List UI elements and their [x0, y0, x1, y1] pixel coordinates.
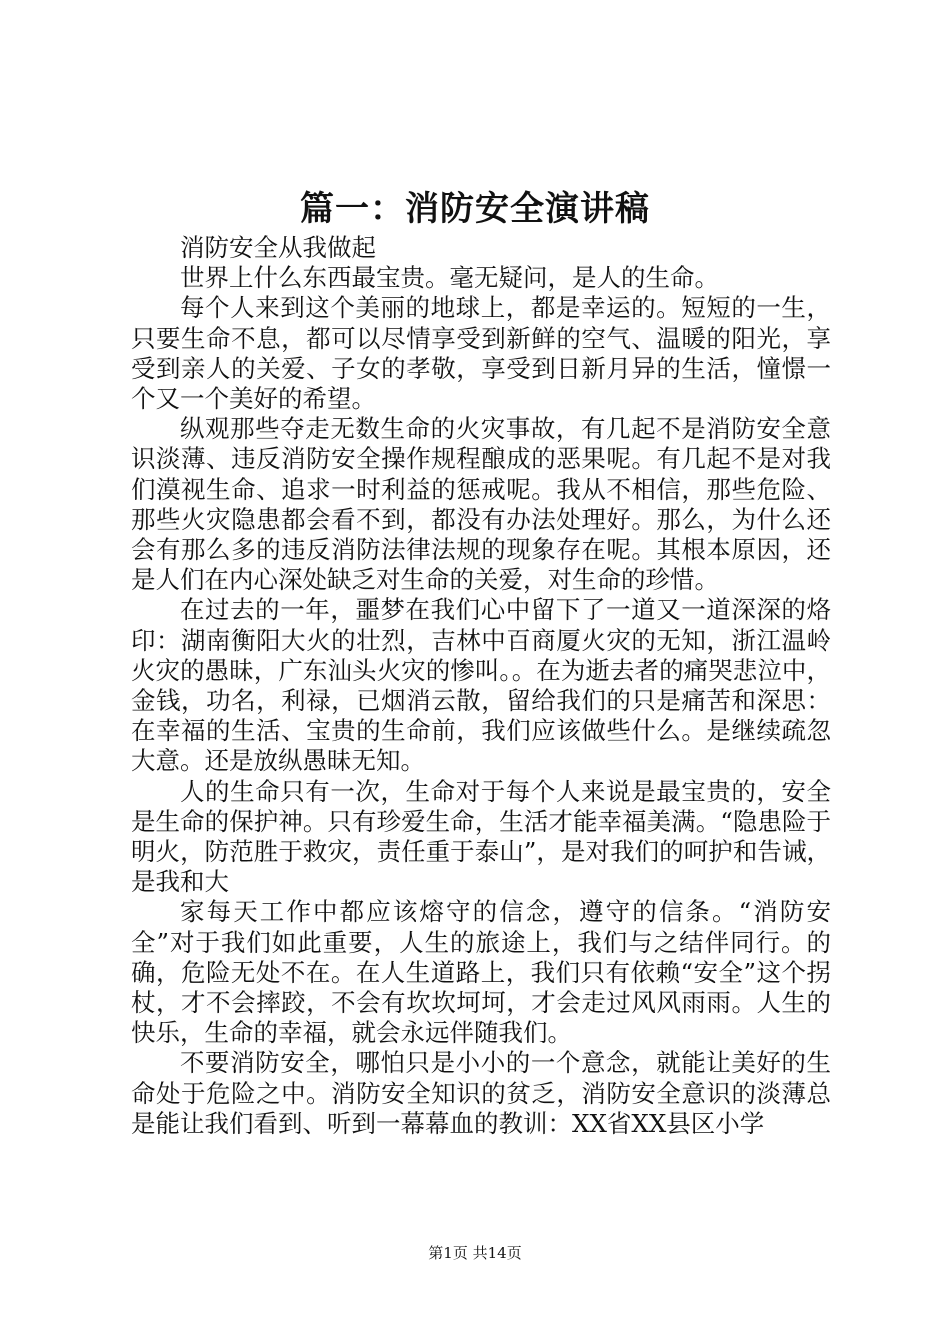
- page-number-footer: 第1页 共14页: [428, 1244, 522, 1262]
- paragraph: 每个人来到这个美丽的地球上，都是幸运的。短短的一生，只要生命不息，都可以尽情享受到新鲜的空气、温暖的阳光，享受到亲人的关爱、子女的孝敬，享受到日新月异的生活，憧憬一个又一个美好的希望。: [131, 293, 831, 414]
- paragraph: 不要消防安全，哪怕只是小小的一个意念，就能让美好的生命处于危险之中。消防安全知识的贫乏，消防安全意识的淡薄总是能让我们看到、听到一幕幕血的教训：XX省XX县区小学: [131, 1048, 831, 1138]
- paragraph: 纵观那些夺走无数生命的火灾事故，有几起不是消防安全意识淡薄、违反消防安全操作规程酿成的恶果呢。有几起不是对我们漠视生命、追求一时利益的惩戒呢。我从不相信，那些危险、那些火灾隐患都会看不到，都没有办法处理好。那么，为什么还会有那么多的违反消防法律法规的现象存在呢。其根本原因，还是人们在内心深处缺乏对生命的关爱，对生命的珍惜。: [131, 414, 831, 595]
- document-body: [131, 233, 831, 1139]
- document-title: 篇一：消防安全演讲稿: [300, 189, 650, 229]
- paragraph: 在过去的一年，噩梦在我们心中留下了一道又一道深深的烙印：湖南衡阳大火的壮烈，吉林中百商厦火灾的无知，浙江温岭火灾的愚昧，广东汕头火灾的惨叫。。在为逝去者的痛哭悲泣中，金钱，功名，利禄，已烟消云散，留给我们的只是痛苦和深思：在幸福的生活、宝贵的生命前，我们应该做些什么。是继续疏忽大意。还是放纵愚昧无知。: [131, 595, 831, 776]
- paragraph: 人的生命只有一次，生命对于每个人来说是最宝贵的，安全是生命的保护神。只有珍爱生命，生活才能幸福美满。“隐患险于明火，防范胜于救灾，责任重于泰山”，是对我们的呵护和告诫，是我和大: [131, 776, 831, 897]
- paragraph: 世界上什么东西最宝贵。毫无疑问，是人的生命。: [180, 263, 719, 293]
- paragraph: 家每天工作中都应该熔守的信念，遵守的信条。“消防安全”对于我们如此重要，人生的旅途上，我们与之结伴同行。的确，危险无处不在。在人生道路上，我们只有依赖“安全”这个拐杖，才不会摔跤，不会有坎坎坷坷，才会走过风风雨雨。人生的快乐，生命的幸福，就会永远伴随我们。: [131, 897, 831, 1048]
- paragraph-subtitle: 消防安全从我做起: [180, 233, 376, 262]
